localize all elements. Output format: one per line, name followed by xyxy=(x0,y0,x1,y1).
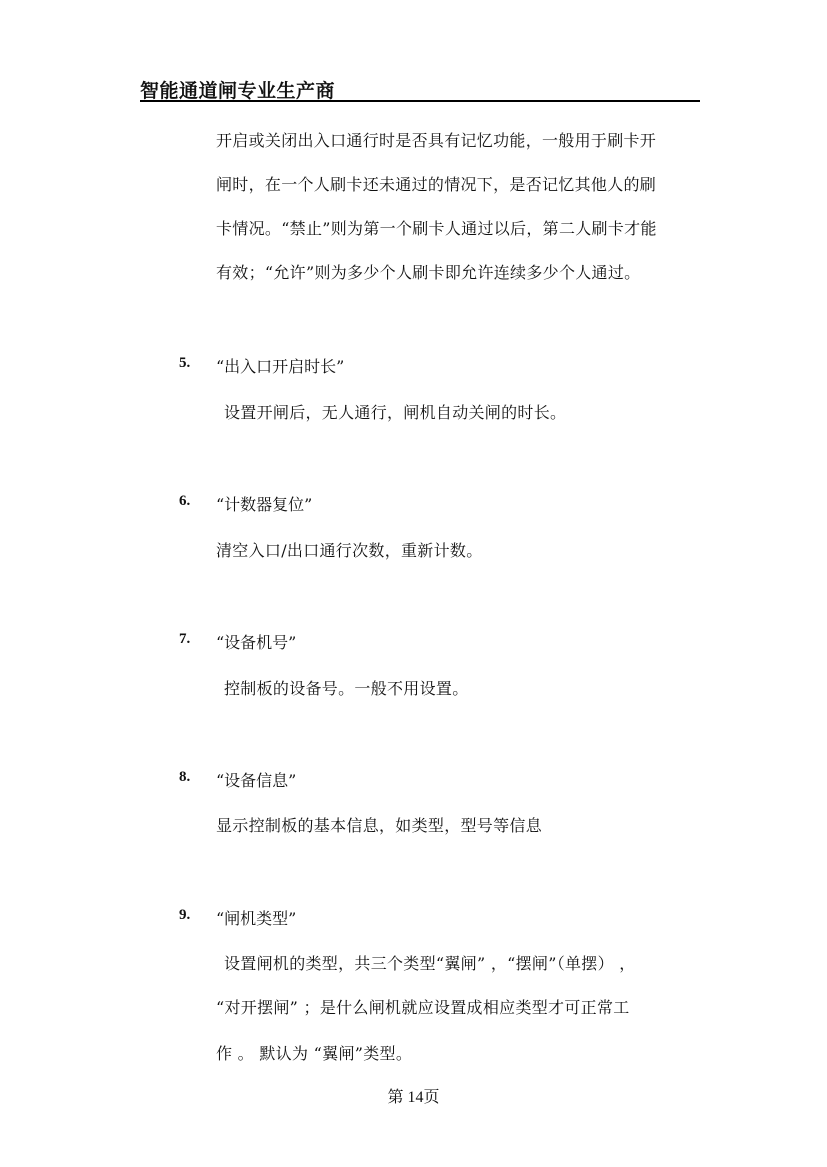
intro-line: 卡情况。“禁止”则为第一个刷卡人通过以后，第二人刷卡才能 xyxy=(216,219,657,238)
item-number: 6. xyxy=(179,493,191,509)
page-header xyxy=(140,74,700,102)
intro-line: 开启或关闭出入口通行时是否具有记忆功能，一般用于刷卡开 xyxy=(216,131,657,150)
item-body-line: 控制板的设备号。一般不用设置。 xyxy=(224,679,469,698)
item-body-line: 设置开闸后，无人通行，闸机自动关闸的时长。 xyxy=(224,403,567,422)
item-body-line: 清空入口/出口通行次数，重新计数。 xyxy=(216,541,483,560)
item-title: “设备信息” xyxy=(216,771,297,790)
item-number: 5. xyxy=(179,355,191,371)
item-body-line: 显示控制板的基本信息，如类型，型号等信息 xyxy=(216,816,543,835)
item-title: “设备机号” xyxy=(216,633,297,652)
item-title: “计数器复位” xyxy=(216,495,313,514)
item-number: 9. xyxy=(179,907,191,923)
item-title: “闸机类型” xyxy=(216,909,297,928)
item-body-line: 设置闸机的类型，共三个类型“翼闸” ，“摆闸”（单摆） ， xyxy=(224,954,636,973)
item-body-line: 作 。 默认为 “翼闸”类型。 xyxy=(216,1044,413,1063)
item-title: “出入口开启时长” xyxy=(216,357,345,376)
intro-line: 闸时，在一个人刷卡还未通过的情况下，是否记忆其他人的刷 xyxy=(216,175,657,194)
header-title: 智能通道闸专业生产商 xyxy=(140,80,336,102)
item-body-line: “对开摆闸” ；是什么闸机就应设置成相应类型才可正常工 xyxy=(216,998,630,1017)
item-number: 7. xyxy=(179,631,191,647)
item-number: 8. xyxy=(179,769,191,785)
intro-line: 有效；“允许”则为多少个人刷卡即允许连续多少个人通过。 xyxy=(216,263,641,282)
page-number: 第 14页 xyxy=(387,1089,440,1106)
